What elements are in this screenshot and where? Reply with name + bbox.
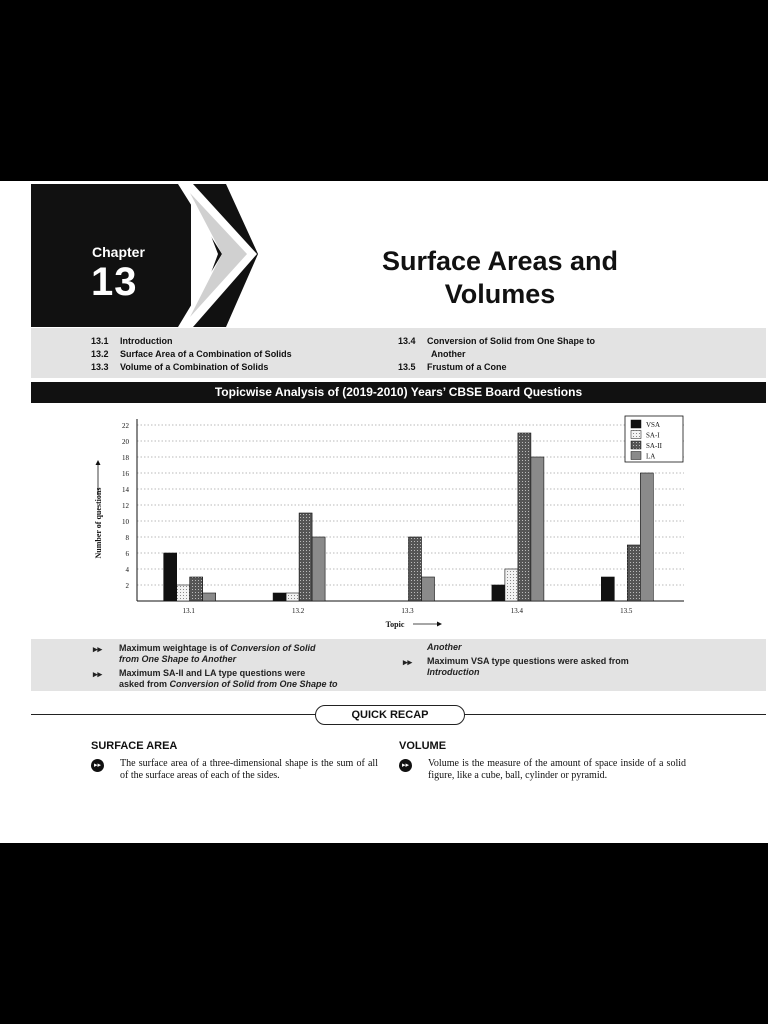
bar-la-13.1 bbox=[203, 593, 216, 601]
topic-item: 13.5 Frustum of a Cone bbox=[398, 362, 507, 372]
bar-la-13.5 bbox=[640, 473, 653, 601]
legend-swatch-vsa bbox=[631, 420, 641, 428]
legend-label: VSA bbox=[646, 421, 661, 429]
bar-sa-ii-13.5 bbox=[627, 545, 640, 601]
topic-item-cont: Another bbox=[431, 349, 466, 359]
bullet-icon: ▸▸ bbox=[91, 759, 104, 772]
y-tick-label: 8 bbox=[125, 534, 129, 542]
chapter-label: Chapter bbox=[92, 244, 145, 260]
bar-la-13.4 bbox=[531, 457, 544, 601]
highlight-item: Maximum SA-II and LA type questions were asked from Conversion of Solid from One Shape to bbox=[119, 668, 338, 689]
y-tick-label: 16 bbox=[122, 470, 129, 478]
y-tick-label: 18 bbox=[122, 454, 129, 462]
bar-vsa-13.2 bbox=[273, 593, 286, 601]
y-axis-label: Number of questions bbox=[94, 487, 103, 559]
x-axis-label: Topic bbox=[385, 620, 405, 629]
volume-heading: VOLUME bbox=[399, 740, 447, 752]
bar-sa-ii-13.3 bbox=[409, 537, 422, 601]
y-tick-label: 14 bbox=[122, 486, 129, 494]
highlights-box bbox=[31, 639, 766, 691]
bar-vsa-13.4 bbox=[492, 585, 505, 601]
bar-vsa-13.1 bbox=[164, 553, 177, 601]
bar-la-13.2 bbox=[312, 537, 325, 601]
legend-label: SA-I bbox=[646, 431, 660, 440]
y-tick-label: 20 bbox=[122, 438, 129, 446]
x-tick-label: 13.3 bbox=[401, 607, 414, 615]
volume-text: Volume is the measure of the amount of space inside of a solid figure, like a cube, ball, cylinder or pyramid. bbox=[428, 758, 686, 781]
x-axis-arrowhead bbox=[437, 622, 442, 627]
arrow-icon: ▸▸ bbox=[93, 669, 103, 679]
x-tick-label: 13.5 bbox=[620, 607, 633, 615]
analysis-banner: Topicwise Analysis of (2019-2010) Years’ CBSE Board Questions bbox=[31, 382, 766, 403]
y-tick-label: 2 bbox=[125, 582, 129, 590]
bar-sa-ii-13.2 bbox=[299, 513, 312, 601]
highlight-item-cont: Another bbox=[427, 642, 462, 652]
chevron-decoration bbox=[0, 181, 300, 331]
y-tick-label: 4 bbox=[125, 566, 129, 574]
y-tick-label: 22 bbox=[122, 422, 129, 430]
x-tick-label: 13.1 bbox=[182, 607, 195, 615]
bar-sa-i-13.4 bbox=[505, 569, 518, 601]
x-tick-label: 13.4 bbox=[510, 607, 524, 615]
bar-la-13.3 bbox=[422, 577, 435, 601]
legend-label: LA bbox=[646, 452, 656, 461]
bar-sa-ii-13.1 bbox=[190, 577, 203, 601]
bar-vsa-13.5 bbox=[601, 577, 614, 601]
bar-sa-i-13.1 bbox=[177, 585, 190, 601]
topic-item: 13.3 Volume of a Combination of Solids bbox=[91, 362, 269, 372]
quick-recap-label: QUICK RECAP bbox=[315, 705, 465, 725]
chapter-title: Surface Areas and Volumes bbox=[381, 246, 619, 309]
arrow-icon: ▸▸ bbox=[403, 657, 413, 667]
bullet-icon: ▸▸ bbox=[399, 759, 412, 772]
surface-area-heading: SURFACE AREA bbox=[91, 740, 178, 752]
y-axis-arrowhead bbox=[96, 460, 101, 465]
legend-label: SA-II bbox=[646, 442, 662, 450]
y-tick-label: 6 bbox=[125, 550, 129, 558]
bar-sa-i-13.2 bbox=[286, 593, 299, 601]
surface-area-text: The surface area of a three-dimensional shape is the sum of all of the surface areas of each of the sides. bbox=[120, 758, 378, 781]
y-tick-label: 10 bbox=[122, 518, 129, 526]
legend-swatch-la bbox=[631, 452, 641, 460]
highlight-item: Maximum VSA type questions were asked from Introduction bbox=[427, 656, 629, 677]
legend-swatch-sa-ii bbox=[631, 441, 641, 449]
textbook-page bbox=[0, 181, 768, 843]
legend-swatch-sa-i bbox=[631, 431, 641, 439]
arrow-icon: ▸▸ bbox=[93, 644, 103, 654]
chapter-number: 13 bbox=[91, 260, 138, 304]
topic-item: 13.1 Introduction bbox=[91, 336, 173, 346]
highlight-item: Maximum weightage is of Conversion of Solid from One Shape to Another bbox=[119, 643, 316, 664]
topicwise-bar-chart bbox=[0, 406, 768, 641]
bar-sa-ii-13.4 bbox=[518, 433, 531, 601]
x-tick-label: 13.2 bbox=[291, 607, 305, 615]
topic-item: 13.2 Surface Area of a Combination of Solids bbox=[91, 349, 292, 359]
topics-list bbox=[31, 328, 766, 378]
y-tick-label: 12 bbox=[122, 502, 129, 510]
topic-item: 13.4 Conversion of Solid from One Shape to bbox=[398, 336, 596, 346]
